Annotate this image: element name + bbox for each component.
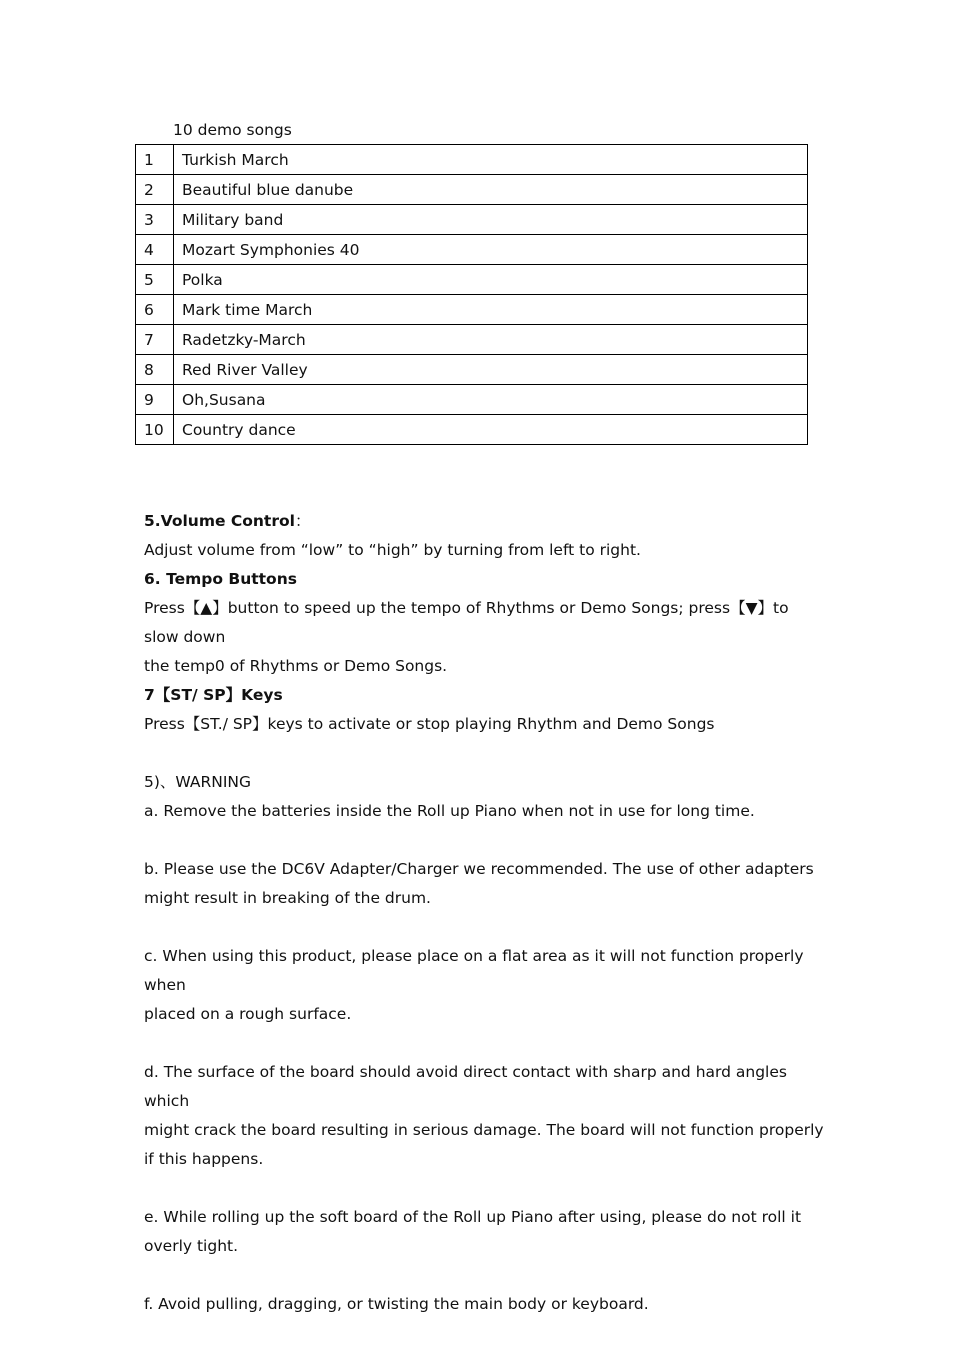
warning-d-line2: might crack the board resulting in serious damage. The board will not function properly xyxy=(144,1121,824,1139)
song-number: 3 xyxy=(136,205,174,235)
volume-heading-text: 5.Volume Control xyxy=(144,512,295,530)
song-title: Oh,Susana xyxy=(174,385,808,415)
tempo-text-line2: the temp0 of Rhythms or Demo Songs. xyxy=(144,657,448,675)
table-row xyxy=(136,325,808,355)
volume-heading-colon: ： xyxy=(294,512,311,530)
spacer xyxy=(144,739,824,768)
song-title: Mark time March xyxy=(174,295,808,325)
song-number: 10 xyxy=(136,415,174,445)
warning-b-line1: b. Please use the DC6V Adapter/Charger we recommended. The use of other adapters xyxy=(144,860,814,878)
song-title: Mozart Symphonies 40 xyxy=(174,235,808,265)
song-title: Turkish March xyxy=(174,145,808,175)
spacer xyxy=(144,1029,824,1058)
spacer xyxy=(144,913,824,942)
song-number: 1 xyxy=(136,145,174,175)
instructions-body xyxy=(144,507,824,1319)
demo-songs-caption: 10 demo songs xyxy=(173,121,292,139)
warning-f: f. Avoid pulling, dragging, or twisting the main body or keyboard. xyxy=(144,1295,649,1313)
tempo-text-line1: Press【▲】button to speed up the tempo of Rhythms or Demo Songs; press【▼】to slow down xyxy=(144,599,789,646)
table-row xyxy=(136,355,808,385)
warning-b-line2: might result in breaking of the drum. xyxy=(144,889,431,907)
song-number: 4 xyxy=(136,235,174,265)
warning-d-line1: d. The surface of the board should avoid direct contact with sharp and hard angles which xyxy=(144,1063,787,1110)
demo-songs-table xyxy=(135,144,808,445)
song-number: 2 xyxy=(136,175,174,205)
warning-a: a. Remove the batteries inside the Roll up Piano when not in use for long time. xyxy=(144,802,755,820)
volume-text: Adjust volume from “low” to “high” by turning from left to right. xyxy=(144,541,641,559)
volume-heading xyxy=(144,507,824,536)
stsp-text: Press【ST./ SP】keys to activate or stop playing Rhythm and Demo Songs xyxy=(144,715,715,733)
warning-e-line1: e. While rolling up the soft board of the Roll up Piano after using, please do not roll it xyxy=(144,1208,802,1226)
table-row xyxy=(136,415,808,445)
song-number: 9 xyxy=(136,385,174,415)
table-row xyxy=(136,265,808,295)
spacer xyxy=(144,1261,824,1290)
table-row xyxy=(136,385,808,415)
warning-c-line1: c. When using this product, please place on a flat area as it will not function properly when xyxy=(144,947,804,994)
song-title: Red River Valley xyxy=(174,355,808,385)
song-number: 6 xyxy=(136,295,174,325)
table-row xyxy=(136,205,808,235)
warning-c-line2: placed on a rough surface. xyxy=(144,1005,352,1023)
warning-e-line2: overly tight. xyxy=(144,1237,239,1255)
stsp-heading: 7【ST/ SP】Keys xyxy=(144,686,283,704)
song-number: 5 xyxy=(136,265,174,295)
song-title: Polka xyxy=(174,265,808,295)
song-title: Military band xyxy=(174,205,808,235)
table-row xyxy=(136,175,808,205)
song-title: Country dance xyxy=(174,415,808,445)
tempo-heading: 6. Tempo Buttons xyxy=(144,570,297,588)
table-row xyxy=(136,235,808,265)
song-title: Radetzky-March xyxy=(174,325,808,355)
spacer xyxy=(144,1174,824,1203)
song-number: 7 xyxy=(136,325,174,355)
song-number: 8 xyxy=(136,355,174,385)
warning-d-line3: if this happens. xyxy=(144,1150,264,1168)
warning-heading: 5)、WARNING xyxy=(144,773,252,791)
table-row xyxy=(136,295,808,325)
spacer xyxy=(144,826,824,855)
table-row xyxy=(136,145,808,175)
song-title: Beautiful blue danube xyxy=(174,175,808,205)
